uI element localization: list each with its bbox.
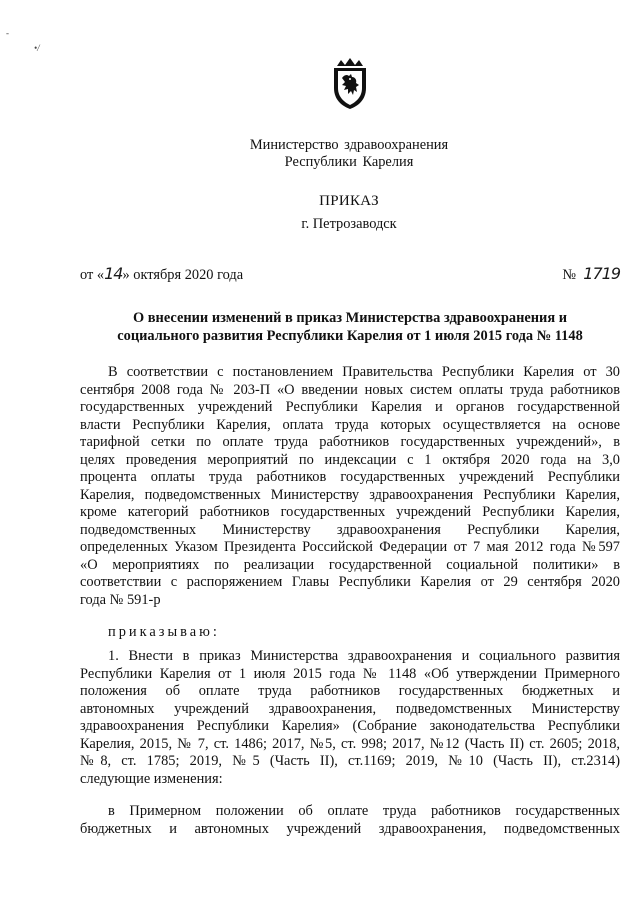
paragraph-line: Карелия, 2015, № 7, ст. 1486; 2017, №5, ст. 998; 2017, №12 (Часть II) ст. 2605; 2018, — [80, 735, 620, 752]
preamble-paragraph — [80, 364, 620, 609]
paragraph-line: 1. Внести в приказ Министерства здравоохранения и социального развития — [108, 648, 620, 664]
paragraph-line: В соответствии с постановлением Правительства Республики Карелия от 30 — [108, 364, 620, 380]
paragraph-line: №8, ст. 1785; 2019, №5 (Часть II), ст.1169; 2019, №10 (Часть II), ст.2314) — [80, 753, 620, 769]
order-date — [80, 264, 243, 284]
item-1-paragraph — [80, 648, 620, 788]
number-label: № — [562, 267, 577, 283]
paragraph-line: государственных учреждений Республики Карелия и органов государственной — [80, 399, 620, 415]
paragraph-line: власти Республики Карелия, оплата труда которых осуществляется на основе — [80, 416, 620, 433]
ministry-line: Министерство здравоохранения — [249, 137, 449, 153]
paragraph-line: кроме категорий работников государственных учреждений Республики Карелия, — [80, 504, 620, 520]
paragraph-line: следующие изменения: — [80, 770, 223, 787]
paragraph-line: целях проведения мероприятий по индексации с 1 октября 2020 года на 3,0 — [80, 451, 620, 468]
paragraph-line: автономных учреждений здравоохранения, подведомственных Министерству — [80, 700, 620, 717]
paragraph-line: тарифной сетки по оплате труда работников государственных учреждений», в — [80, 434, 620, 450]
paragraph-line: Республики Карелия от 1 июля 2015 года № 1148 «Об утверждении Примерного — [80, 665, 620, 682]
paragraph-line: процента оплаты труда работников государственных учреждений Республики — [80, 469, 620, 485]
item-2-paragraph — [80, 803, 620, 838]
scan-mark: - — [6, 28, 9, 38]
scan-mark: •/ — [34, 43, 40, 53]
title-line: О внесении изменений в приказ Министерства здравоохранения и — [132, 310, 568, 326]
paragraph-line: определенных Указом Президента Российской Федерации от 7 мая 2012 года №597 — [80, 539, 620, 555]
handwritten-number: 1719 — [583, 264, 620, 283]
order-number — [562, 264, 620, 284]
orders-word: приказываю: — [108, 624, 220, 640]
handwritten-day: 14 — [104, 264, 123, 283]
paragraph-line: здравоохранения Республики Карелия» (Собрание законодательства Республики — [80, 718, 620, 734]
title-line: социального развития Республики Карелия от 1 июля 2015 года № 1148 — [117, 328, 583, 344]
date-number-line — [80, 264, 620, 286]
document-type: ПРИКАЗ — [319, 193, 379, 209]
ministry-line: Республики Карелия — [284, 154, 414, 170]
date-prefix: от « — [80, 267, 105, 283]
paragraph-line: года № 591-р — [80, 591, 161, 608]
paragraph-line: сентября 2008 года № 203-П «О введении новых систем оплаты труда работников — [80, 381, 620, 398]
document-title — [80, 309, 620, 345]
paragraph-line: Карелия, подведомственных Министерству здравоохранения Республики Карелия, — [80, 486, 620, 503]
karelia-coat-of-arms-emblem — [329, 58, 371, 110]
city: г. Петрозаводск — [301, 216, 397, 232]
ministry-name — [0, 137, 640, 171]
paragraph-line: в Примерном положении об оплате труда работников государственных — [108, 803, 620, 819]
paragraph-line: подведомственных Министерству здравоохранения Республики Карелия, — [80, 521, 620, 538]
date-suffix: » октября 2020 года — [122, 267, 244, 283]
paragraph-line: «О мероприятиях по реализации государственной социальной политики» в — [80, 556, 620, 573]
paragraph-line: положения об оплате труда работников государственных бюджетных и — [80, 683, 620, 699]
paragraph-line: соответствии с распоряжением Главы Республики Карелия от 29 сентября 2020 — [80, 574, 620, 590]
paragraph-line: бюджетных и автономных учреждений здравоохранения, подведомственных — [80, 820, 620, 837]
